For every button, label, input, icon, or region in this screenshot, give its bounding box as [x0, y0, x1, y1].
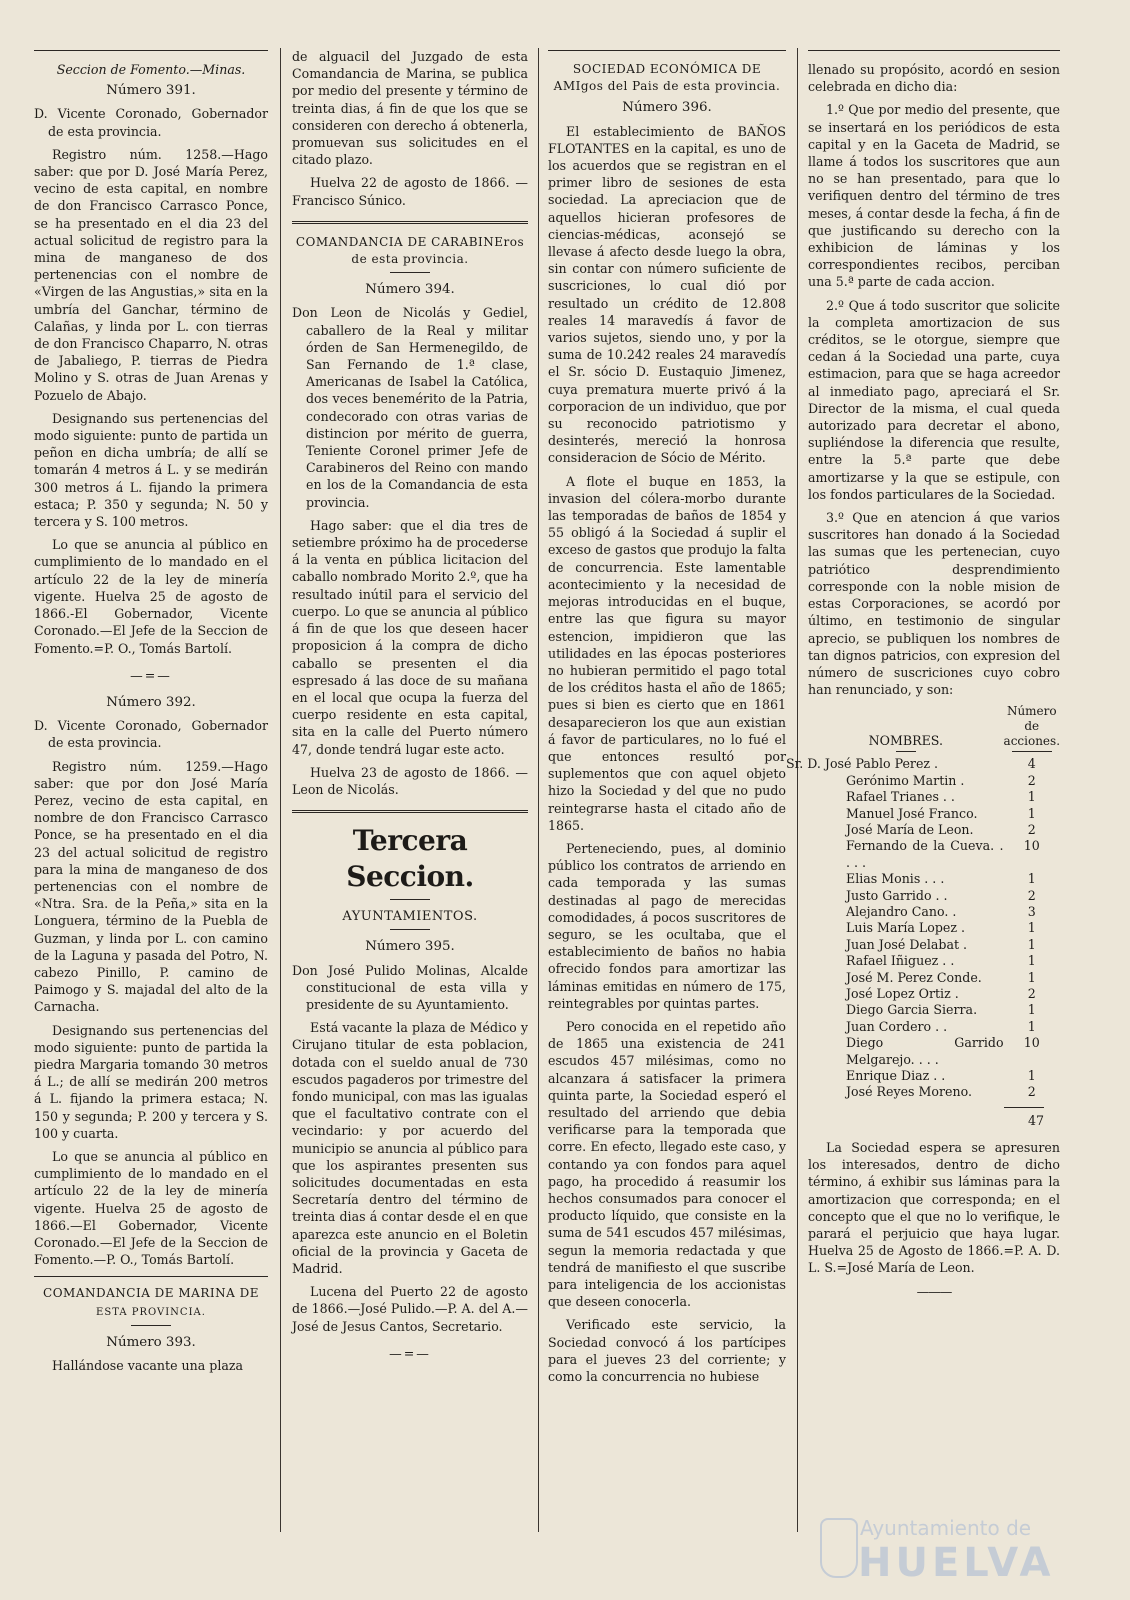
- donor-name: Enrique Diaz . .: [846, 1068, 946, 1084]
- donor-shares: 1: [1027, 789, 1036, 805]
- table-row: [808, 1035, 1060, 1068]
- paragraph: Hago saber: que el dia tres de setiembre próximo ha de procederse á la venta en pública licitacion del caballo nombrado Morito 2.º, que ha resultado inútil para el servicio del cuerpo. Lo que se anuncia al público á fin de que los que deseen hacer proposicion á la compra de dicho caballo se presenten el dia espresado á las doce de su mañana en el local que ocupa la fuerza del cuerpo residente en esta capital, sita en la calle del Puerto número 47, donde tendrá lugar este acto.: [292, 517, 528, 757]
- column-rule: [797, 48, 798, 1532]
- paragraph: Designando sus pertenencias del modo siguiente: punto de partida un peñon en dicha umbría; de allí se tomarán 4 metros á L. y se medirán 300 metros á L. fijando la primera estaca; P. 350 y segunda; N. 50 y tercera y S. 100 metros.: [34, 410, 268, 530]
- paragraph: Lo que se anuncia al público en cumplimiento de lo mandado en el artículo 22 de la ley de minería vigente. Huelva 25 de agosto de 1866.—El Gobernador, Vicente Coronado.—El Jefe de la Seccion de Fomento.—P. O., Tomás Bartolí.: [34, 1148, 268, 1268]
- donor-shares: 1: [1027, 805, 1036, 821]
- donor-shares: 4: [1027, 756, 1036, 772]
- watermark-line-2: HUELVA: [858, 1540, 1055, 1586]
- separator: —=—: [130, 667, 172, 683]
- table-row: [808, 838, 1060, 871]
- notice-heading: D. Vicente Coronado, Gobernador de esta provincia.: [34, 718, 268, 751]
- signature: Huelva 23 de agosto de 1866. —Leon de Nicolás.: [292, 764, 528, 797]
- notice-number: Número 391.: [106, 83, 196, 99]
- table-header-row: [808, 704, 1060, 749]
- short-rule: [390, 272, 430, 273]
- notice-heading: D. Vicente Coronado, Gobernador de esta provincia.: [34, 106, 268, 139]
- section-heading-tercera: Tercera Seccion.: [346, 824, 474, 894]
- table-row: [808, 806, 1060, 822]
- donor-name: José M. Perez Conde.: [846, 969, 982, 985]
- donor-shares: 1: [1027, 936, 1036, 952]
- donor-shares: 2: [1027, 1084, 1036, 1100]
- donor-name: Luis María Lopez .: [846, 920, 966, 936]
- donor-shares: 1: [1027, 1002, 1036, 1018]
- donor-name: Gerónimo Martin .: [846, 772, 965, 788]
- header-carabineros: COMANDANCIA DE CARABINEros de esta provincia.: [295, 234, 525, 267]
- donor-name: Justo Garrido . .: [846, 887, 948, 903]
- paragraph: Está vacante la plaza de Médico y Cirujano titular de esta poblacion, dotada con el sueldo anual de 730 escudos pagaderos por trimestre del fondo municipal, con mas las igualas que el facultativo contrate con el vecindario: y por acuerdo del municipio se anuncia al público para que los aspirantes presenten sus solicitudes documentadas en esta Secretaría dentro del término de treinta dias á contar desde el en que aparezca este anuncio en el Boletin oficial de la provincia y Gaceta de Madrid.: [292, 1020, 528, 1276]
- table-row: [808, 1084, 1060, 1100]
- rule: [292, 810, 528, 813]
- donor-name: Alejandro Cano. .: [846, 903, 957, 919]
- top-rule: [808, 50, 1060, 51]
- watermark-logo: [820, 1510, 1120, 1600]
- short-rule: [390, 929, 430, 930]
- donor-shares: 10: [1023, 1035, 1040, 1051]
- donor-name: Rafael Trianes . .: [846, 789, 955, 805]
- column-1: [34, 48, 268, 1380]
- donor-name: Elias Monis . . .: [846, 871, 945, 887]
- donor-name: Manuel José Franco.: [846, 805, 978, 821]
- table-row: [808, 970, 1060, 986]
- paragraph: de alguacil del Juzgado de esta Comandancia de Marina, se publica por medio del presente y término de treinta dias, á fin de que los que se consideren con derecho á obtenerla, promuevan sus solicitudes en el citado plazo.: [292, 49, 528, 168]
- watermark-line-1: Ayuntamiento de: [860, 1516, 1032, 1540]
- header-sociedad: SOCIEDAD ECONÓMICA DE AMIgos del Pais de esta provincia.: [553, 62, 781, 94]
- table-row: [808, 920, 1060, 936]
- donor-name: Juan Cordero . .: [846, 1018, 948, 1034]
- paragraph: Verificado este servicio, la Sociedad convocó á los partícipes para el jueves 23 del corriente; y como la concurrencia no hubiese: [548, 1317, 786, 1385]
- column-rule: [280, 48, 281, 1532]
- table-row: [808, 904, 1060, 920]
- column-2: [292, 48, 528, 1372]
- table-row: [808, 888, 1060, 904]
- header-comandancia-marina: [34, 1285, 268, 1320]
- seal-icon: [820, 1518, 858, 1578]
- paragraph: 3.º Que en atencion á que varios suscritores han donado á la Sociedad las sumas que les pertenecian, cuyo patriótico desprendimiento corresponde con la noble mision de estas Corporaciones, se acordó por último, en testimonio de singular aprecio, se publiquen los nombres de tan dignos patricios, con expresion del número de suscriciones cuyo cobro han renunciado, y son:: [808, 510, 1060, 698]
- column-4: [786, 48, 1061, 1300]
- paragraph: La Sociedad espera se apresuren los interesados, dentro de dicho término, á exhibir sus láminas para la amortizacion que corresponda; en el concepto que el que no lo verifique, le parará el perjuicio que haya lugar. Huelva 25 de Agosto de 1866.=P. A. D. L. S.=José María de Leon.: [808, 1140, 1060, 1276]
- rule: [34, 1276, 268, 1277]
- donor-name: Juan José Delabat .: [846, 936, 968, 952]
- column-header-nombres: NOMBRES.: [868, 732, 943, 748]
- short-rule: [390, 899, 430, 900]
- donor-name: Sr. D. José Pablo Perez .: [786, 756, 939, 772]
- top-rule: [34, 50, 268, 51]
- header-line: COMANDANCIA DE MARINA DE: [43, 1286, 259, 1301]
- notice-heading: Don José Pulido Molinas, Alcalde constitucional de esta villa y presidente de su Ayuntamiento.: [292, 962, 528, 1012]
- donor-name: José María de Leon.: [846, 821, 974, 837]
- column-3: [548, 48, 786, 1391]
- paragraph: Designando sus pertenencias del modo siguiente: punto de partida la piedra Margaria tomando 30 metros á L.; de allí se medirán 200 metros á L. fijando la primera estaca; N. 150 y segunda; P. 200 y tercera y S. 100 y cuarta.: [34, 1022, 268, 1141]
- paragraph: Registro núm. 1259.—Hago saber: que por don José María Perez, vecino de esta capital, en nombre de don Francisco Carrasco Ponce, se ha presentado en el dia 23 del actual solicitud de registro para la mina de manganeso de dos pertenencias con el nombre de «Ntra. Sra. de la Peña,» sita en la Longuera, término de la Puebla de Guzman, y linda por L. con camino de la Laguna y pasada del Potro, N. cabezo Pinillo, P. camino de Paimogo y S. majadal del alto de la Carnacha.: [34, 758, 268, 1015]
- paragraph: Registro núm. 1258.—Hago saber: que por D. José María Perez, vecino de esta capital, en nombre de don Francisco Carrasco Ponce, se ha presentado en el dia 23 del actual solicitud de registro para la mina de manganeso de dos pertenencias con el nombre de «Virgen de las Angustias,» sita en la umbría del Ganchar, término de Calañas, y linda por L. con tierras de don Francisco Chaparro, N. otras de Jabaliego, P. tierras de Piedra Molino y S. otras de Juan Arenas y Pozuelo de Abajo.: [34, 146, 268, 403]
- table-row: [808, 986, 1060, 1002]
- donor-shares: 1: [1027, 1068, 1036, 1084]
- paragraph: 2.º Que á todo suscritor que solicite la completa amortizacion de sus créditos, se le otorgue, siempre que cedan á la Sociedad una parte, cuya estimacion, para que se haga acreedor al inmediato pago, apreciará el Sr. Director de la misma, el cual queda autorizado para decretar el abono, supliéndose la diferencia que resulte, entre la 5.ª parte que debe amortizarse y la que se estipule, con los fondos particulares de la Sociedad.: [808, 297, 1060, 502]
- paragraph: Hallándose vacante una plaza: [52, 1358, 244, 1374]
- column-rule: [538, 48, 539, 1532]
- donor-name: Rafael Iñiguez . .: [846, 953, 955, 969]
- notice-number: Número 392.: [106, 694, 196, 710]
- paragraph: llenado su propósito, acordó en sesion celebrada en dicho dia:: [808, 62, 1060, 95]
- paragraph: Lo que se anuncia al público en cumplimiento de lo mandado en el artículo 22 de la ley de minería vigente. Huelva 25 de agosto de 1866.-El Gobernador, Vicente Coronado.—El Jefe de la Seccion de Fomento.=P. O., Tomás Bartolí.: [34, 537, 268, 656]
- table-row: [808, 953, 1060, 969]
- donor-shares: 1: [1027, 969, 1036, 985]
- donor-shares: 10: [1023, 838, 1040, 854]
- donor-shares: 1: [1027, 953, 1036, 969]
- signature: Huelva 22 de agosto de 1866. —Francisco Súnico.: [292, 175, 528, 208]
- table-row: [808, 756, 1060, 772]
- notice-number: Número 396.: [622, 100, 712, 116]
- table-row: [808, 773, 1060, 789]
- end-rule: ———: [916, 1283, 952, 1299]
- donor-shares: 1: [1027, 1018, 1036, 1034]
- section-title: Seccion de Fomento.—Minas.: [56, 62, 246, 77]
- table-row: [808, 1019, 1060, 1035]
- header-ayuntamientos: AYUNTAMIENTOS.: [342, 909, 478, 925]
- signature: Lucena del Puerto 22 de agosto de 1866.—José Pulido.—P. A. del A.—José de Jesus Cantos, Secretario.: [292, 1284, 528, 1334]
- top-rule: [548, 50, 786, 51]
- notice-heading: Don Leon de Nicolás y Gediel, caballero de la Real y militar órden de San Hermenegildo, de San Fernando de 1.ª clase, Americanas de Isabel la Católica, dos veces benemérito de la Patria, condecorado con otras varias de distincion por mérito de guerra, Teniente Coronel primer Jefe de Carabineros del Reino con mando en los de la Comandancia de esta provincia.: [292, 305, 528, 510]
- notice-number: Número 393.: [106, 1334, 196, 1350]
- column-header-numero: Número de acciones.: [1003, 704, 1061, 749]
- donor-name: José Lopez Ortiz .: [846, 986, 959, 1001]
- paragraph: El establecimiento de BAÑOS FLOTANTES en la capital, es uno de los acuerdos que se registran en el primer libro de sesiones de esta sociedad. La apreciacion que de aquellos hicieran profesores de ciencias-médicas, aconsejó se llevase á afecto desde luego la obra, sin contar con número suficiente de suscriciones, lo cual dió por resultado un crédito de 12.808 reales 14 maravedís á favor de varios sujetos, siendo uno, y por la suma de 10.242 reales 24 maravedís el Sr. sócio D. Eustaquio Jimenez, cuya prematura muerte privó á la corporacion de un individuo, que por su reconocido patriotismo y desinterés, mereció la honrosa consideracion de Sócio de Mérito.: [548, 123, 786, 466]
- donor-shares: 2: [1027, 887, 1036, 903]
- donors-table-body: [786, 756, 1060, 1101]
- donor-shares: 2: [1027, 821, 1036, 837]
- paragraph: A flote el buque en 1853, la invasion del cólera-morbo durante las temporadas de baños de 1854 y 55 obligó á la Sociedad á suplir el exceso de gastos que produjo la falta de concurrencia. Este lamentable acontecimiento y la necesidad de mejoras introducidas en el buque, entre las que figura su mayor estencion, impidieron que las utilidades en las épocas posteriores no hubieran permitido el pago total de los créditos hasta el año de 1865; pues si bien es cierto que en 1861 desaparecieron los que aun existian á favor de particulares, no lo fué el que entonces resultó por suplementos que con aquel objeto hizo la Sociedad y del que no pudo reintegrarse hasta el citado año de 1865.: [548, 473, 786, 833]
- paragraph: 1.º Que por medio del presente, que se insertará en los periódicos de esta capital y en la Gaceta de Madrid, se llame á todos los suscritores que aun no se han presentado, para que lo verifiquen dentro del término de tres meses, á contar desde la fecha, á fin de que justificando su derecho con la exhibicion de láminas y los correspondientes recibos, perciban una 5.ª parte de cada accion.: [808, 102, 1060, 290]
- donors-table: [786, 704, 1061, 1101]
- table-row: [808, 822, 1060, 838]
- notice-number: Número 394.: [365, 282, 455, 298]
- donor-name: José Reyes Moreno.: [846, 1084, 972, 1100]
- table-row: [808, 937, 1060, 953]
- paragraph: Perteneciendo, pues, al dominio público los contratos de arriendo en cada temporada y las sumas destinadas al pago de merecidas comodidades, á pocos suscritores de seguro, se les ocultaba, que el establecimiento de baños no habia ofrecido fondos para amortizar las láminas emitidas en número de 175, reintegrables por quintas partes.: [548, 840, 786, 1011]
- total: [808, 1107, 1060, 1129]
- separator: —=—: [389, 1345, 431, 1361]
- short-rule: [131, 1325, 171, 1326]
- table-row: [808, 1068, 1060, 1084]
- table-row: [808, 789, 1060, 805]
- donor-shares: 1: [1027, 871, 1036, 887]
- donor-shares: 2: [1027, 986, 1036, 1001]
- table-row: [808, 871, 1060, 887]
- donor-name: Diego Garrido Melgarejo. . . .: [846, 1035, 1004, 1067]
- donor-name: Fernando de la Cueva. . . . .: [846, 838, 1004, 870]
- donor-shares: 1: [1027, 920, 1036, 936]
- donor-name: Diego Garcia Sierra.: [846, 1002, 978, 1018]
- paragraph: Pero conocida en el repetido año de 1865 una existencia de 241 escudos 457 milésimas, como no alcanzara á satisfacer la primera quinta parte, la Sociedad esperó el resultado del arriendo que debia verificarse para la temporada que corre. En efecto, llegado este caso, y contando ya con fondos para aquel pago, ha procedido á reasumir los hechos consumados para conocer el producto líquido, que consiste en la suma de 541 escudos 457 milésimas, segun la memoria redactada y que tendrá de manifiesto el que suscribe para inteligencia de los accionistas que deseen conocerla.: [548, 1018, 786, 1310]
- header-subline: ESTA PROVINCIA.: [96, 1306, 206, 1318]
- total-value: 47: [1027, 1112, 1044, 1128]
- donor-shares: 3: [1027, 903, 1036, 919]
- table-header-rule: [808, 749, 1060, 756]
- notice-number: Número 395.: [365, 939, 455, 955]
- table-row: [808, 1002, 1060, 1018]
- rule: [292, 221, 528, 224]
- donor-shares: 2: [1027, 772, 1036, 788]
